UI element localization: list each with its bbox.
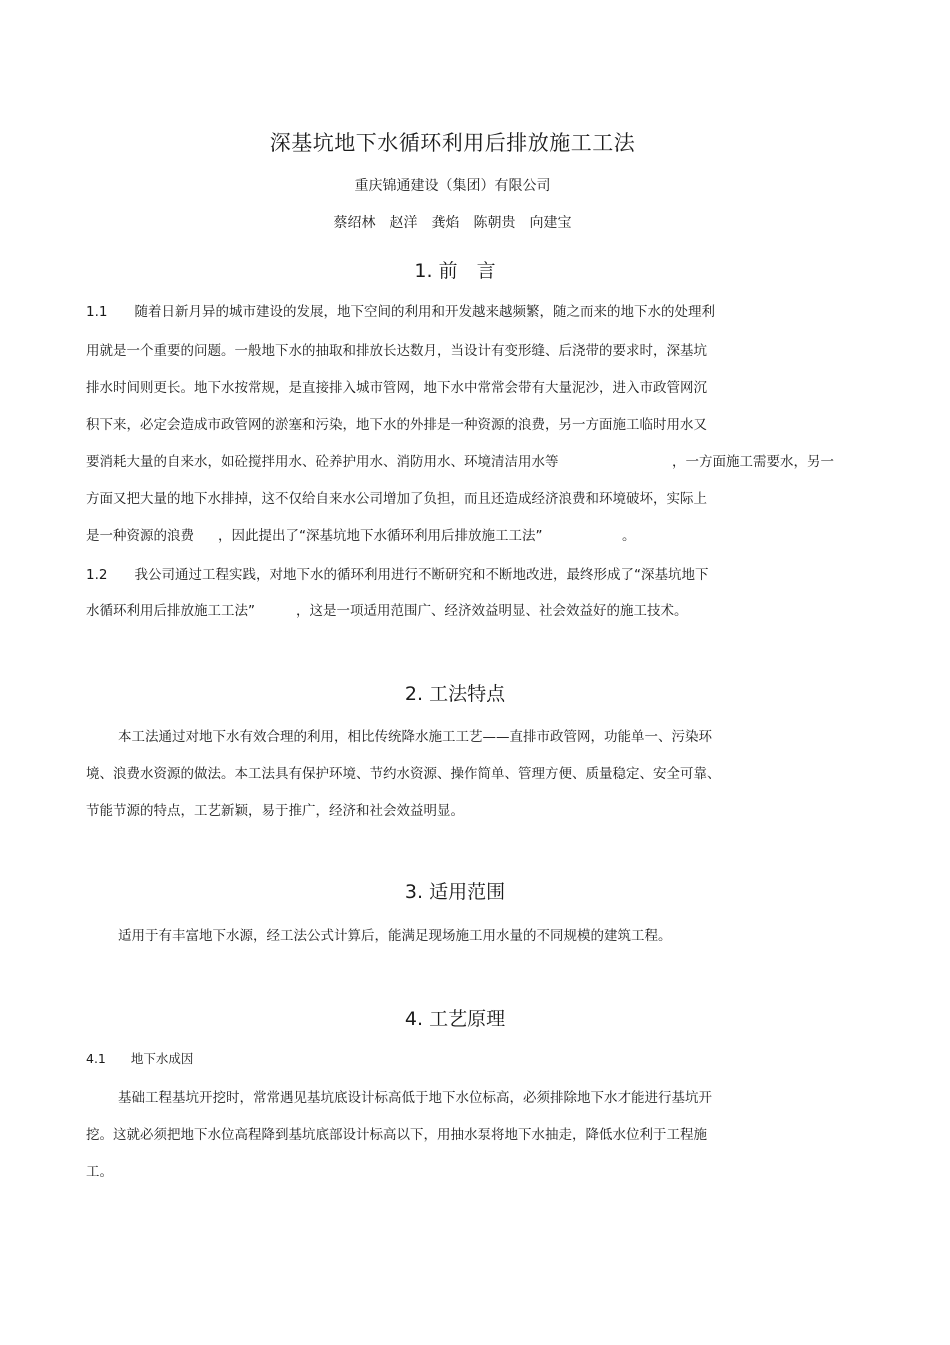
paragraph-line: 节能节源的特点，工艺新颖，易于推广，经济和社会效益明显。 — [86, 803, 464, 819]
paragraph-line: 境、浪费水资源的做法。本工法具有保护环境、节约水资源、操作简单、管理方便、质量稳定、安全可靠、 — [86, 766, 721, 782]
section-1-heading: 1. 前 言 — [414, 260, 496, 282]
paragraph-line: 方面又把大量的地下水排掉，这不仅给自来水公司增加了负担，而且还造成经济浪费和环境破坏，实际上 — [86, 491, 707, 507]
paragraph-line: 挖。这就必须把地下水位高程降到基坑底部设计标高以下，用抽水泵将地下水抽走，降低水位利于工程施 — [86, 1127, 707, 1143]
company-name: 重庆锦通建设（集团）有限公司 — [354, 178, 551, 194]
paragraph-line: 积下来，必定会造成市政管网的淤塞和污染，地下水的外排是一种资源的浪费，另一方面施工临时用水又 — [86, 417, 707, 433]
section-2-heading: 2. 工法特点 — [404, 683, 506, 705]
paragraph-line: 用就是一个重要的问题。一般地下水的抽取和排放长达数月，当设计有变形缝、后浇带的要求时，深基坑 — [86, 343, 707, 359]
subsection-heading: 4.1 地下水成因 — [86, 1051, 194, 1066]
paragraph-line: 排水时间则更长。地下水按常规，是直接排入城市管网，地下水中常常会带有大量泥沙，进入市政管网沉 — [86, 380, 707, 396]
paragraph-line: 要消耗大量的自来水，如砼搅拌用水、砼养护用水、消防用水、环境清洁用水等 — [86, 454, 559, 470]
paragraph-line: 工。 — [86, 1164, 113, 1180]
paragraph-line: 。 — [622, 528, 636, 544]
paragraph-line: 是一种资源的浪费 — [86, 528, 194, 544]
paragraph-line: 1.2 我公司通过工程实践，对地下水的循环利用进行不断研究和不断地改进，最终形成了“深基坑地下 — [86, 567, 709, 583]
paragraph-line: 水循环利用后排放施工工法” — [86, 603, 255, 619]
section-4-heading: 4. 工艺原理 — [404, 1008, 506, 1030]
paragraph-line: 基础工程基坑开挖时，常常遇见基坑底设计标高低于地下水位标高，必须排除地下水才能进行基坑开 — [118, 1090, 712, 1106]
paragraph-line: ，这是一项适用范围广、经济效益明显、社会效益好的施工技术。 — [296, 603, 688, 619]
paragraph-line: ，一方面施工需要水，另一 — [672, 454, 834, 470]
paragraph-line: 适用于有丰富地下水源，经工法公式计算后，能满足现场施工用水量的不同规模的建筑工程。 — [118, 928, 672, 944]
paragraph-line: ，因此提出了“深基坑地下水循环利用后排放施工工法” — [218, 528, 543, 544]
author-list: 蔡绍林 赵洋 龚焰 陈朝贵 向建宝 — [333, 215, 572, 231]
paragraph-line: 本工法通过对地下水有效合理的利用，相比传统降水施工工艺——直排市政管网，功能单一、污染环 — [118, 729, 712, 745]
document-title: 深基坑地下水循环利用后排放施工工法 — [269, 131, 636, 155]
section-3-heading: 3. 适用范围 — [404, 881, 506, 903]
paragraph-line: 1.1 随着日新月异的城市建设的发展，地下空间的利用和开发越来越频繁，随之而来的地下水的处理利 — [86, 304, 715, 320]
